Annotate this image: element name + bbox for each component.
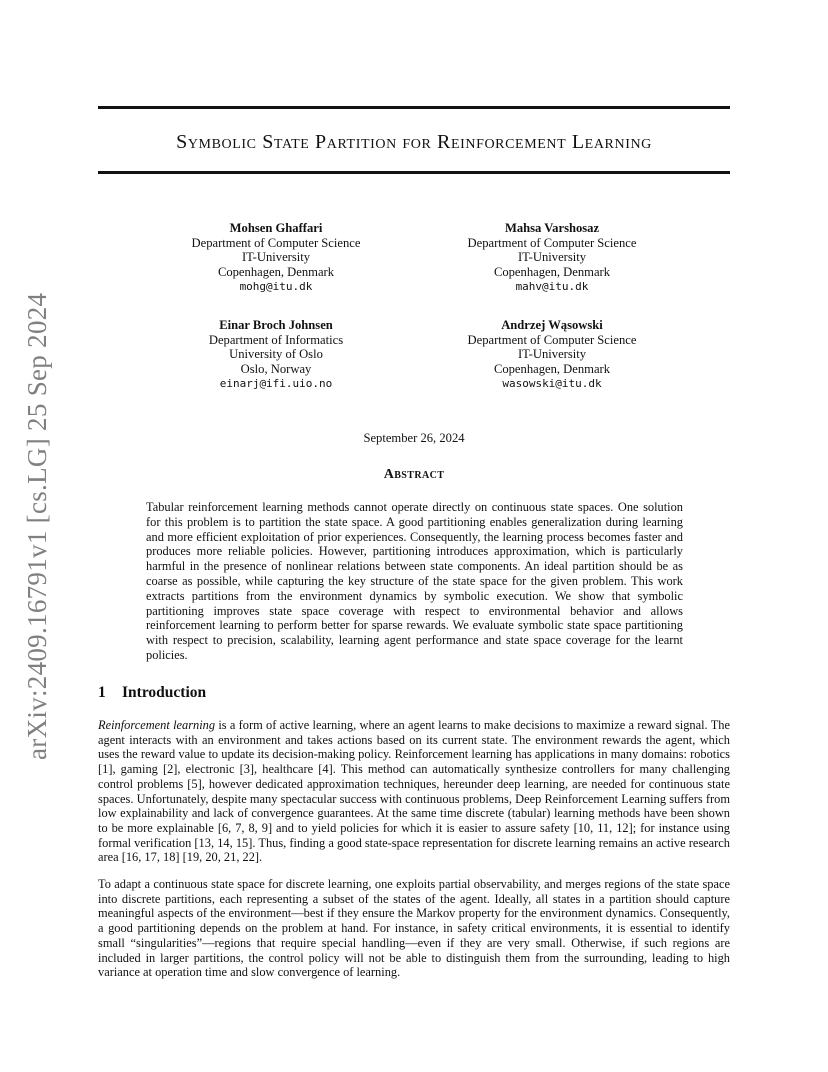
section-number: 1 bbox=[98, 684, 106, 701]
section-heading-introduction bbox=[98, 684, 206, 702]
abstract-text: Tabular reinforcement learning methods cannot operate directly on continuous state spaces. One solution for this problem is to partition the state space. A good partitioning enables generalization during learning and more efficient exploitation of prior experiences. Consequently, the learning process becomes faster and produces more reliable policies. However, partitioning introduces approximation, which is particularly harmful in the presence of nonlinear relations between state components. An ideal partition should be as coarse as possible, while capturing the key structure of the state space for the given problem. This work extracts partitions from the environment dynamics by symbolic execution. We show that symbolic partitioning improves state space coverage with respect to environmental behavior and allows reinforcement learning to perform better for sparse rewards. We evaluate symbolic state space partitioning with respect to precision, scalability, learning agent performance and state space coverage for the learnt policies. bbox=[146, 500, 683, 662]
author-location: Copenhagen, Denmark bbox=[493, 362, 611, 377]
author-institution: IT-University bbox=[517, 347, 587, 362]
author-email[interactable]: mohg@itu.dk bbox=[239, 279, 313, 293]
paragraph-text: is a form of active learning, where an agent learns to make decisions to maximize a reward signal. The agent interacts with an environment and takes actions based on its current state. The environment rewards the agent, which uses the reward value to update its decision-making policy. Reinforcement learning has applications in many domains: robotics [1], gaming [2], electronic [3], healthcare [4]. This method can automatically synthesize controllers for many challenging control problems [5], however dedicated approximation techniques, hereunder deep learning, are needed for continuous state spaces. Unfortunately, despite many spectacular success with continuous problems, Deep Reinforcement Learning suffers from low explainability and lack of convergence guarantees. At the same time discrete (tabular) learning methods have been shown to be more explainable [6, 7, 8, 9] and to yield policies for which it is easier to assure safety [10, 11, 12]; for instance using formal verification [13, 14, 15]. Thus, finding a good state-space representation for discrete learning remains an active research area [16, 17, 18] [19, 20, 21, 22]. bbox=[98, 718, 730, 865]
author-department: Department of Computer Science bbox=[467, 235, 637, 250]
author-department: Department of Informatics bbox=[208, 332, 344, 347]
author-location: Oslo, Norway bbox=[240, 362, 312, 377]
author-block-3 bbox=[146, 318, 406, 392]
author-name: Mahsa Varshosaz bbox=[504, 221, 600, 235]
author-name: Einar Broch Johnsen bbox=[219, 318, 333, 332]
author-block-2 bbox=[422, 221, 682, 295]
author-department: Department of Computer Science bbox=[467, 332, 637, 347]
intro-paragraph-1 bbox=[98, 718, 730, 865]
author-location: Copenhagen, Denmark bbox=[217, 265, 335, 280]
section-title: Introduction bbox=[122, 684, 207, 701]
author-institution: IT-University bbox=[241, 250, 311, 265]
author-institution: IT-University bbox=[517, 250, 587, 265]
paper-title: Symbolic State Partition for Reinforcement Learning bbox=[176, 131, 652, 153]
author-location: Copenhagen, Denmark bbox=[493, 265, 611, 280]
author-name: Andrzej Wąsowski bbox=[501, 318, 603, 332]
emphasized-term: Reinforcement learning bbox=[98, 718, 216, 732]
title-bottom-rule bbox=[98, 171, 730, 174]
publication-date: September 26, 2024 bbox=[363, 431, 465, 445]
author-email[interactable]: mahv@itu.dk bbox=[515, 279, 589, 293]
author-block-1 bbox=[146, 221, 406, 295]
author-email[interactable]: einarj@ifi.uio.no bbox=[219, 376, 333, 390]
author-department: Department of Computer Science bbox=[191, 235, 361, 250]
author-name: Mohsen Ghaffari bbox=[229, 221, 323, 235]
intro-paragraph-2: To adapt a continuous state space for discrete learning, one exploits partial observability, and merges regions of the state space into discrete partitions, each representing a subset of the states of the agent. Ideally, all states in a partition should capture meaningful aspects of the environment—best if they ensure the Markov property for the environment dynamics. Consequently, a good partitioning depends on the problem at hand. For instance, in safety critical environments, it is essential to identify small “singularities”—regions that require special handling—even if they are very small. Otherwise, if such regions are included in larger partitions, the control policy will not be able to distinguish them from the surrounding, leading to high variance at operation time and slow convergence of learning. bbox=[98, 877, 730, 980]
author-block-4 bbox=[422, 318, 682, 392]
abstract-heading: Abstract bbox=[383, 467, 445, 482]
author-institution: University of Oslo bbox=[229, 347, 323, 362]
author-email[interactable]: wasowski@itu.dk bbox=[502, 376, 602, 390]
arxiv-identifier: arXiv:2409.16791v1 [cs.LG] 25 Sep 2024 bbox=[22, 292, 52, 760]
title-top-rule bbox=[98, 106, 730, 109]
